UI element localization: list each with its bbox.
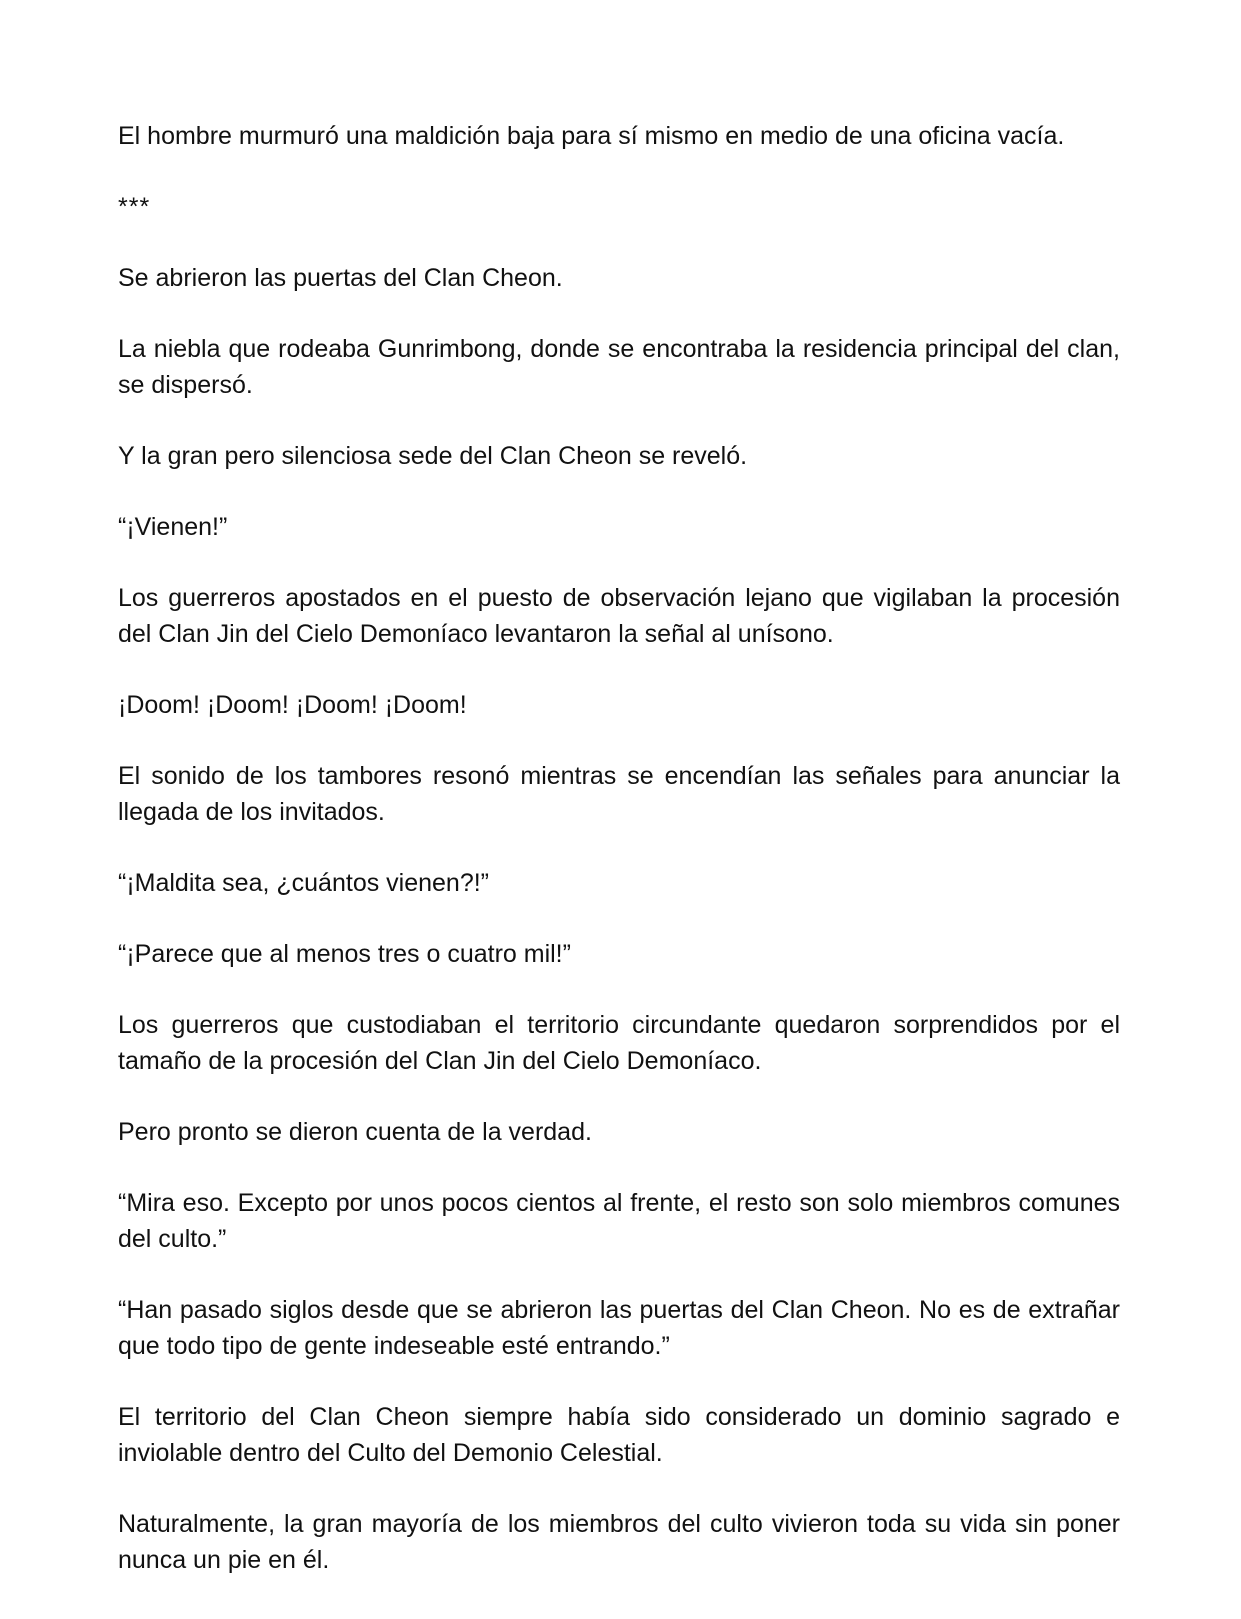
paragraph: Naturalmente, la gran mayoría de los miembros del culto vivieron toda su vida sin poner nunca un pie en él.	[118, 1510, 1120, 1574]
paragraph: La niebla que rodeaba Gunrimbong, donde se encontraba la residencia principal del clan, se dispersó.	[118, 335, 1120, 399]
dialogue-line: “Mira eso. Excepto por unos pocos cientos al frente, el resto son solo miembros comunes del culto.”	[118, 1189, 1120, 1253]
paragraph: El territorio del Clan Cheon siempre había sido considerado un dominio sagrado e inviolable dentro del Culto del Demonio Celestial.	[118, 1403, 1120, 1467]
paragraph: Pero pronto se dieron cuenta de la verdad.	[118, 1118, 592, 1146]
paragraph: Los guerreros apostados en el puesto de observación lejano que vigilaban la procesión del Clan Jin del Cielo Demoníaco levantaron la señal al unísono.	[118, 584, 1120, 648]
scene-separator: ***	[118, 193, 151, 221]
paragraph: Se abrieron las puertas del Clan Cheon.	[118, 264, 563, 292]
paragraph: El sonido de los tambores resonó mientras se encendían las señales para anunciar la llegada de los invitados.	[118, 762, 1120, 826]
dialogue-line: “¡Maldita sea, ¿cuántos vienen?!”	[118, 869, 490, 897]
document-body	[118, 118, 1120, 1613]
paragraph: Y la gran pero silenciosa sede del Clan Cheon se reveló.	[118, 442, 748, 470]
dialogue-line: “¡Vienen!”	[118, 513, 228, 541]
paragraph: El hombre murmuró una maldición baja para sí mismo en medio de una oficina vacía.	[118, 122, 1065, 150]
sound-effect: ¡Doom! ¡Doom! ¡Doom! ¡Doom!	[118, 691, 467, 719]
dialogue-line: “Han pasado siglos desde que se abrieron las puertas del Clan Cheon. No es de extrañar que todo tipo de gente indeseable esté entrando.”	[118, 1296, 1120, 1360]
dialogue-line: “¡Parece que al menos tres o cuatro mil!”	[118, 940, 571, 968]
paragraph: Los guerreros que custodiaban el territorio circundante quedaron sorprendidos por el tamaño de la procesión del Clan Jin del Cielo Demoníaco.	[118, 1011, 1120, 1075]
